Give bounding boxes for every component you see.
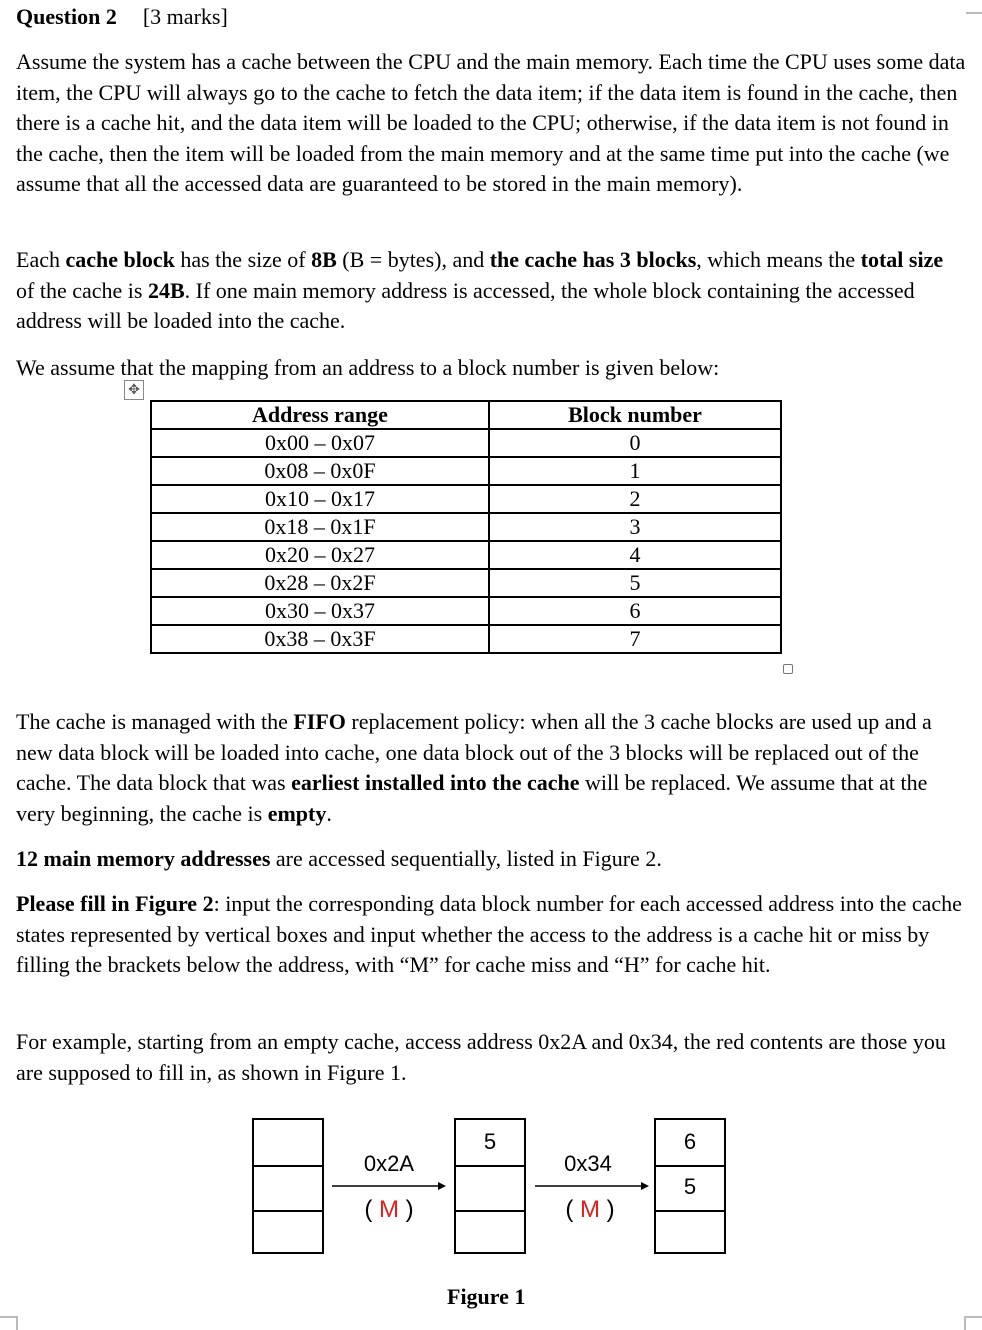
table-row: 0x30 – 0x37 6 (151, 597, 781, 625)
intro-paragraph: Assume the system has a cache between the CPU and the main memory. Each time the CPU uses some data item, the CPU will always go to the cache to fetch the data item; if the data item is found in the cache, then there is a cache hit, and the data item will be loaded to the CPU; otherwise, if the data item is not found in the cache, then the item will be loaded from the main memory and at the same time put into the cache (we assume that all the accessed data are guaranteed to be stored in the main memory). (16, 49, 966, 196)
table-row: 0x18 – 0x1F 3 (151, 513, 781, 541)
cache-block-slot: 5 (456, 1120, 524, 1167)
header-address-range: Address range (151, 401, 489, 429)
addresses-paragraph: 12 main memory addresses are accessed sequentially, listed in Figure 2. (16, 846, 662, 871)
table-resize-handle[interactable] (783, 664, 793, 674)
instructions-paragraph: Please fill in Figure 2: input the corresponding data block number for each accessed address into the cache states represented by vertical boxes and input whether the access to the address is a cache hit or miss by filling the brackets below the address, with “M” for cache miss and “H” for cache hit. (16, 891, 962, 977)
table-move-handle-icon[interactable]: ✥ (124, 380, 144, 400)
address-mapping-table (150, 400, 782, 654)
cache-block-slot (456, 1165, 524, 1212)
question-heading (16, 4, 228, 30)
arrow-right-icon (330, 1180, 448, 1192)
fifo-paragraph: The cache is managed with the FIFO replacement policy: when all the 3 cache blocks are used up and a new data block will be loaded into cache, one data block out of the 3 blocks will be replaced out of the cache. The data block that was earliest installed into the cache will be replaced. We assume that at the very beginning, the cache is empty. (16, 709, 932, 826)
access-address: 0x34 (564, 1151, 612, 1176)
table-row: 0x28 – 0x2F 5 (151, 569, 781, 597)
question-title: Question 2 (16, 4, 117, 29)
page-corner-mark (964, 1316, 982, 1330)
table-row: 0x10 – 0x17 2 (151, 485, 781, 513)
access-address: 0x2A (363, 1151, 415, 1176)
mapping-intro: We assume that the mapping from an address to a block number is given below: (16, 355, 720, 380)
cache-block-slot: 5 (656, 1165, 724, 1212)
page-corner-mark (966, 0, 982, 14)
hit-miss-bracket: ( M ) (565, 1196, 615, 1223)
figure-caption: Figure 1 (447, 1284, 526, 1309)
cache-block-slot (656, 1210, 724, 1254)
table-row: 0x38 – 0x3F 7 (151, 625, 781, 653)
cache-block-slot (254, 1120, 322, 1167)
cache-block-slot (254, 1165, 322, 1212)
hit-miss-bracket: ( M ) (364, 1196, 414, 1223)
arrow-right-icon (533, 1180, 651, 1192)
cache-state-box (654, 1118, 726, 1254)
table-header-row (151, 401, 781, 429)
cache-state-box (454, 1118, 526, 1254)
cache-block-slot (456, 1210, 524, 1254)
cache-state-box (252, 1118, 324, 1254)
question-marks: [3 marks] (142, 4, 228, 29)
cache-block-slot: 6 (656, 1120, 724, 1167)
table-row: 0x00 – 0x07 0 (151, 429, 781, 457)
cache-block-paragraph: Each cache block has the size of 8B (B = bytes), and the cache has 3 blocks, which means the total size of the cache is 24B. If one main memory address is accessed, the whole block containing the accessed address will be loaded into the cache. (16, 247, 944, 333)
header-block-number: Block number (489, 401, 781, 429)
cache-block-slot (254, 1210, 322, 1254)
table-row: 0x20 – 0x27 4 (151, 541, 781, 569)
example-paragraph: For example, starting from an empty cache, access address 0x2A and 0x34, the red contents are those you are supposed to fill in, as shown in Figure 1. (16, 1029, 946, 1085)
table-row: 0x08 – 0x0F 1 (151, 457, 781, 485)
page-corner-mark (0, 1316, 18, 1330)
